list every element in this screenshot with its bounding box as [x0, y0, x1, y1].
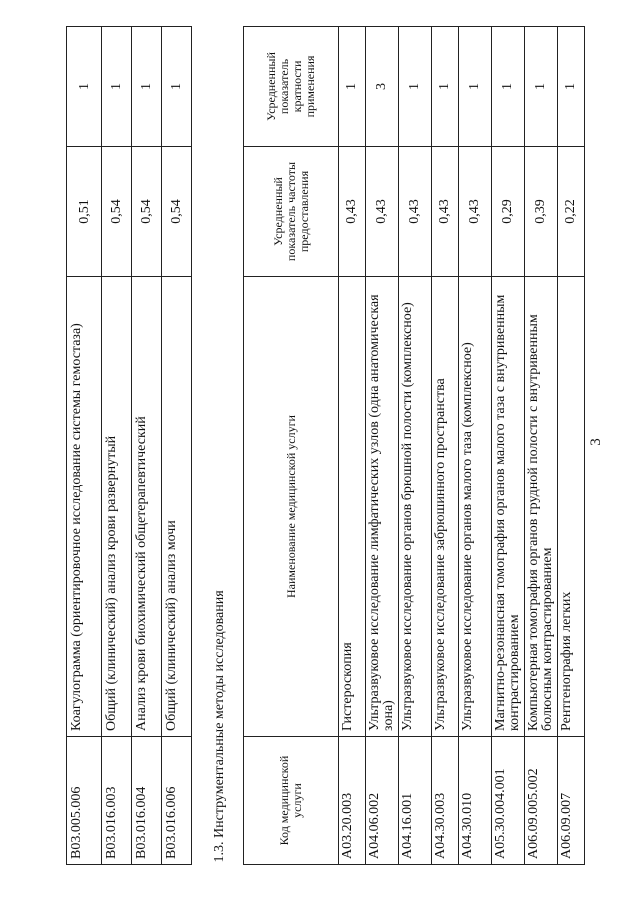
service-name: Общий (клинический) анализ крови развернутый	[102, 277, 132, 737]
frequency-value: 0,29	[492, 147, 525, 277]
frequency-value: 0,43	[459, 147, 492, 277]
multiplicity-value: 1	[102, 27, 132, 147]
header-code: Код медицинской услуги	[244, 737, 339, 865]
frequency-value: 0,39	[525, 147, 558, 277]
page-number: 3	[588, 438, 604, 446]
service-code: B03.005.006	[67, 737, 102, 865]
frequency-value: 0,51	[67, 147, 102, 277]
multiplicity-value: 1	[492, 26, 525, 146]
table-row	[102, 27, 132, 865]
service-name: Компьютерная томография органов грудной полости с внутривенным болюсным контрастированием	[525, 277, 558, 737]
service-name: Ультразвуковое исследование органов брюшной полости (комплексное)	[399, 277, 432, 737]
service-code: B03.016.003	[102, 737, 132, 865]
table-row	[162, 27, 192, 865]
table-row	[492, 26, 525, 864]
service-name: Ультразвуковое исследование органов малого таза (комплексное)	[459, 277, 492, 737]
service-code: A04.06.002	[366, 737, 399, 865]
multiplicity-value: 3	[366, 26, 399, 146]
table-row	[399, 26, 432, 864]
table-row	[67, 27, 102, 865]
multiplicity-value: 1	[558, 26, 585, 146]
service-code: A05.30.004.001	[492, 737, 525, 865]
lab-tests-table	[66, 26, 192, 865]
table-row	[558, 26, 585, 864]
table-header-row	[244, 26, 339, 864]
service-name: Общий (клинический) анализ мочи	[162, 277, 192, 737]
service-code: A04.30.010	[459, 737, 492, 865]
table-row	[366, 26, 399, 864]
multiplicity-value: 1	[432, 26, 459, 146]
service-name: Коагулограмма (ориентировочное исследование системы гемостаза)	[67, 277, 102, 737]
frequency-value: 0,43	[339, 147, 366, 277]
service-code: A04.30.003	[432, 737, 459, 865]
service-name: Ультразвуковое исследование лимфатических узлов (одна анатомическая зона)	[366, 277, 399, 737]
section-title: 1.3. Инструментальные методы исследования	[211, 26, 244, 864]
multiplicity-value: 1	[525, 26, 558, 146]
table-row	[339, 26, 366, 864]
frequency-value: 0,54	[102, 147, 132, 277]
section-heading-row	[211, 26, 244, 864]
service-code: B03.016.004	[132, 737, 162, 865]
service-code: A03.20.003	[339, 737, 366, 865]
service-name: Анализ крови биохимический общетерапевтический	[132, 277, 162, 737]
service-code: B03.016.006	[162, 737, 192, 865]
frequency-value: 0,22	[558, 147, 585, 277]
multiplicity-value: 1	[399, 26, 432, 146]
multiplicity-value: 1	[339, 26, 366, 146]
service-name: Магнитно-резонансная томография органов малого таза с внутривенным контрастированием	[492, 277, 525, 737]
frequency-value: 0,43	[399, 147, 432, 277]
multiplicity-value: 1	[132, 27, 162, 147]
table-row	[525, 26, 558, 864]
frequency-value: 0,43	[432, 147, 459, 277]
service-name: Гистероскопия	[339, 277, 366, 737]
service-code: A04.16.001	[399, 737, 432, 865]
frequency-value: 0,54	[162, 147, 192, 277]
table-row	[132, 27, 162, 865]
service-code: A06.09.005.002	[525, 737, 558, 865]
instrumental-methods-table	[211, 26, 585, 865]
service-code: A06.09.007	[558, 737, 585, 865]
header-frequency: Усредненный показатель частоты предоставления	[244, 147, 339, 277]
multiplicity-value: 1	[459, 26, 492, 146]
header-multiplicity: Усредненный показатель кратности применения	[244, 26, 339, 146]
frequency-value: 0,54	[132, 147, 162, 277]
service-name: Рентгенография легких	[558, 277, 585, 737]
multiplicity-value: 1	[67, 27, 102, 147]
table-row	[432, 26, 459, 864]
table-row	[459, 26, 492, 864]
service-name: Ультразвуковое исследование забрюшинного пространства	[432, 277, 459, 737]
frequency-value: 0,43	[366, 147, 399, 277]
header-name: Наименование медицинской услуги	[244, 277, 339, 737]
multiplicity-value: 1	[162, 27, 192, 147]
